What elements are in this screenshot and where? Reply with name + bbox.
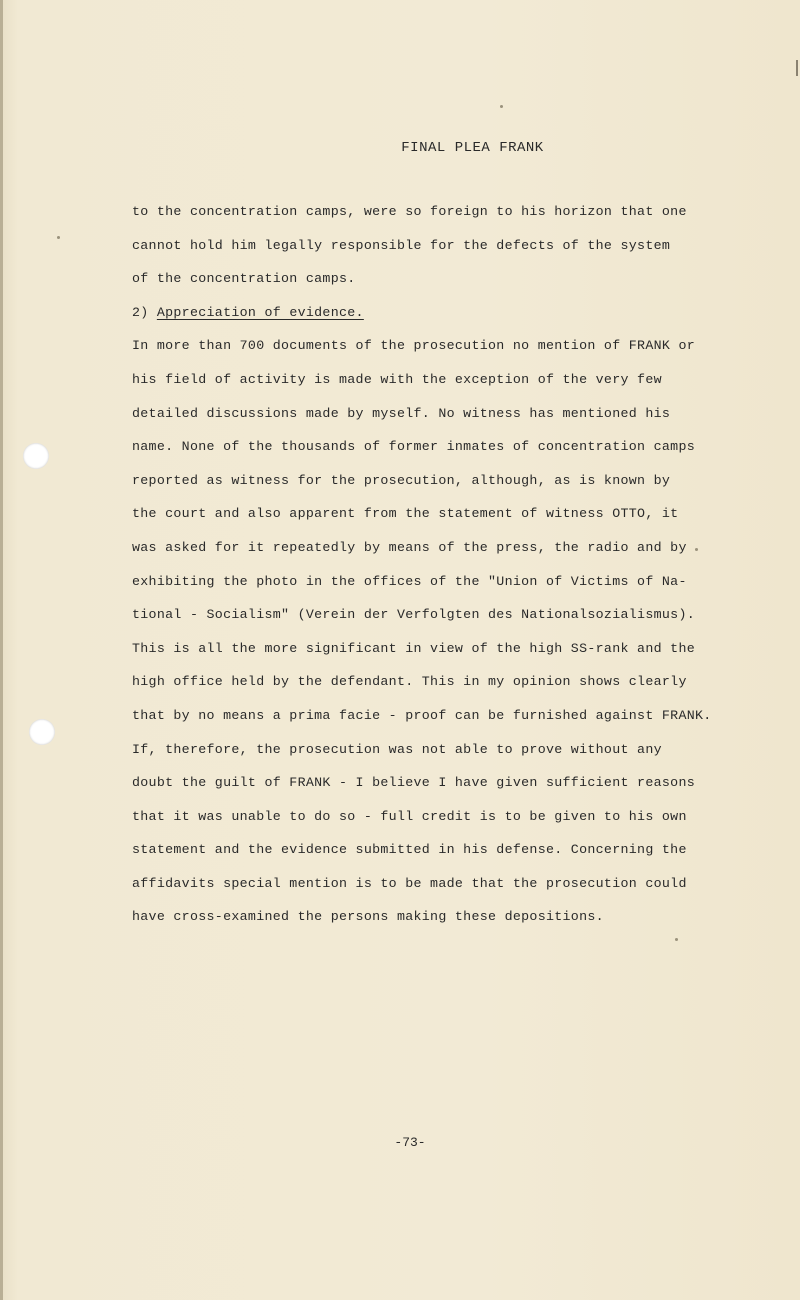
text-line: affidavits special mention is to be made that the prosecution could xyxy=(132,875,687,891)
text-line: If, therefore, the prosecution was not able to prove without any xyxy=(132,741,662,757)
page-left-edge xyxy=(0,0,3,1300)
section-heading xyxy=(132,296,722,330)
text-line: that by no means a prima facie - proof can be furnished against FRANK. xyxy=(132,707,712,723)
text-line: This is all the more significant in view of the high SS-rank and the xyxy=(132,640,696,656)
section-number: 2) xyxy=(132,304,149,320)
punch-hole-top xyxy=(23,443,49,469)
document-body xyxy=(132,195,722,934)
text-line: his field of activity is made with the exception of the very few xyxy=(132,371,662,387)
text-line: In more than 700 documents of the prosecution no mention of FRANK or xyxy=(132,338,696,354)
text-line: doubt the guilt of FRANK - I believe I have given sufficient reasons xyxy=(132,775,696,791)
text-line: exhibiting the photo in the offices of the "Union of Victims of Na- xyxy=(132,573,687,589)
paper-speck xyxy=(57,236,60,239)
text-line: high office held by the defendant. This in my opinion shows clearly xyxy=(132,674,687,690)
section-title: Appreciation of evidence. xyxy=(156,304,364,320)
punch-hole-bottom xyxy=(29,719,55,745)
text-line: to the concentration camps, were so foreign to his horizon that one xyxy=(132,204,687,219)
text-line: cannot hold him legally responsible for the defects of the system xyxy=(132,237,671,253)
page-edge-mark xyxy=(796,60,798,76)
text-line: tional - Socialism" (Verein der Verfolgten des Nationalsozialismus). xyxy=(132,607,696,623)
paper-speck xyxy=(500,105,503,108)
text-line: of the concentration camps. xyxy=(132,271,356,287)
page-number: -73- xyxy=(394,1135,426,1150)
text-line: reported as witness for the prosecution, although, as is known by xyxy=(132,472,671,488)
paper-speck xyxy=(675,938,678,941)
text-line: the court and also apparent from the statement of witness OTTO, it xyxy=(132,506,679,522)
text-line: was asked for it repeatedly by means of the press, the radio and by xyxy=(132,539,687,555)
document-header: FINAL PLEA FRANK xyxy=(401,140,544,156)
text-line: name. None of the thousands of former inmates of concentration camps xyxy=(132,439,696,455)
text-line: detailed discussions made by myself. No witness has mentioned his xyxy=(132,405,671,421)
text-line: statement and the evidence submitted in his defense. Concerning the xyxy=(132,842,687,858)
text-line: that it was unable to do so - full credit is to be given to his own xyxy=(132,808,687,824)
text-line: have cross-examined the persons making these depositions. xyxy=(132,909,604,925)
